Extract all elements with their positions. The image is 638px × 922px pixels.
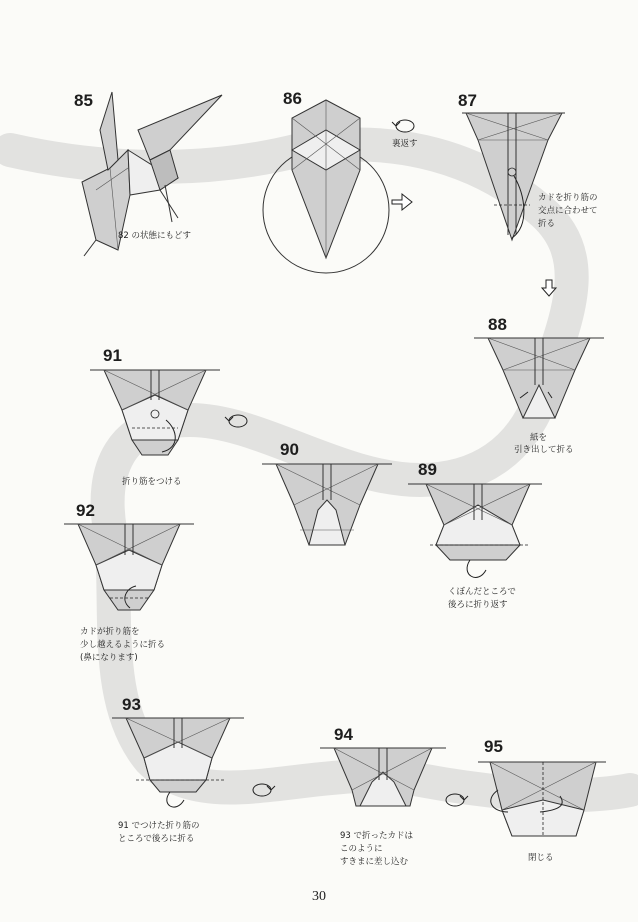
model-leg (165, 185, 172, 222)
step-caption: ところで後ろに折る (118, 834, 195, 844)
step-caption: 91 でつけた折り筋の (118, 821, 200, 831)
step-caption: 引き出して折る (514, 445, 574, 455)
step-caption: すきまに差し込む (340, 857, 409, 867)
step-caption: (鼻になります) (80, 653, 138, 663)
step-number: 89 (418, 460, 437, 479)
step-number: 85 (74, 91, 93, 110)
step-caption: 交点に合わせて (538, 206, 598, 216)
page-number: 30 (312, 889, 326, 904)
step-number: 93 (122, 695, 141, 714)
step-caption: 少し越えるように折る (80, 640, 166, 650)
step-caption: 折り筋をつける (122, 477, 182, 487)
step-caption: 裏返す (392, 139, 418, 149)
step-caption: 93 で折ったカドは (340, 831, 414, 841)
step-number: 92 (76, 501, 95, 520)
step-number: 94 (334, 725, 353, 744)
step-number: 87 (458, 91, 477, 110)
step-caption: 閉じる (528, 853, 554, 863)
step-caption: 折る (538, 219, 556, 229)
step-88 (474, 315, 604, 455)
step-number: 95 (484, 737, 503, 756)
step-number: 86 (283, 89, 302, 108)
step-86 (263, 89, 418, 273)
step-caption: 後ろに折り返す (448, 600, 508, 610)
model-leg (84, 240, 96, 256)
step-caption: 紙を (530, 433, 548, 443)
step-caption: 82 の状態にもどす (118, 231, 192, 241)
step-caption: カドを折り筋の (538, 193, 598, 203)
step-caption: カドが折り筋を (80, 627, 140, 637)
step-number: 91 (103, 346, 122, 365)
step-caption: くぼんだところで (448, 587, 516, 597)
zoom-arrow-icon (392, 194, 412, 210)
fold-arrow-icon (467, 560, 486, 577)
step-number: 90 (280, 440, 299, 459)
step-caption: このように (340, 844, 383, 854)
step-number: 88 (488, 315, 507, 334)
